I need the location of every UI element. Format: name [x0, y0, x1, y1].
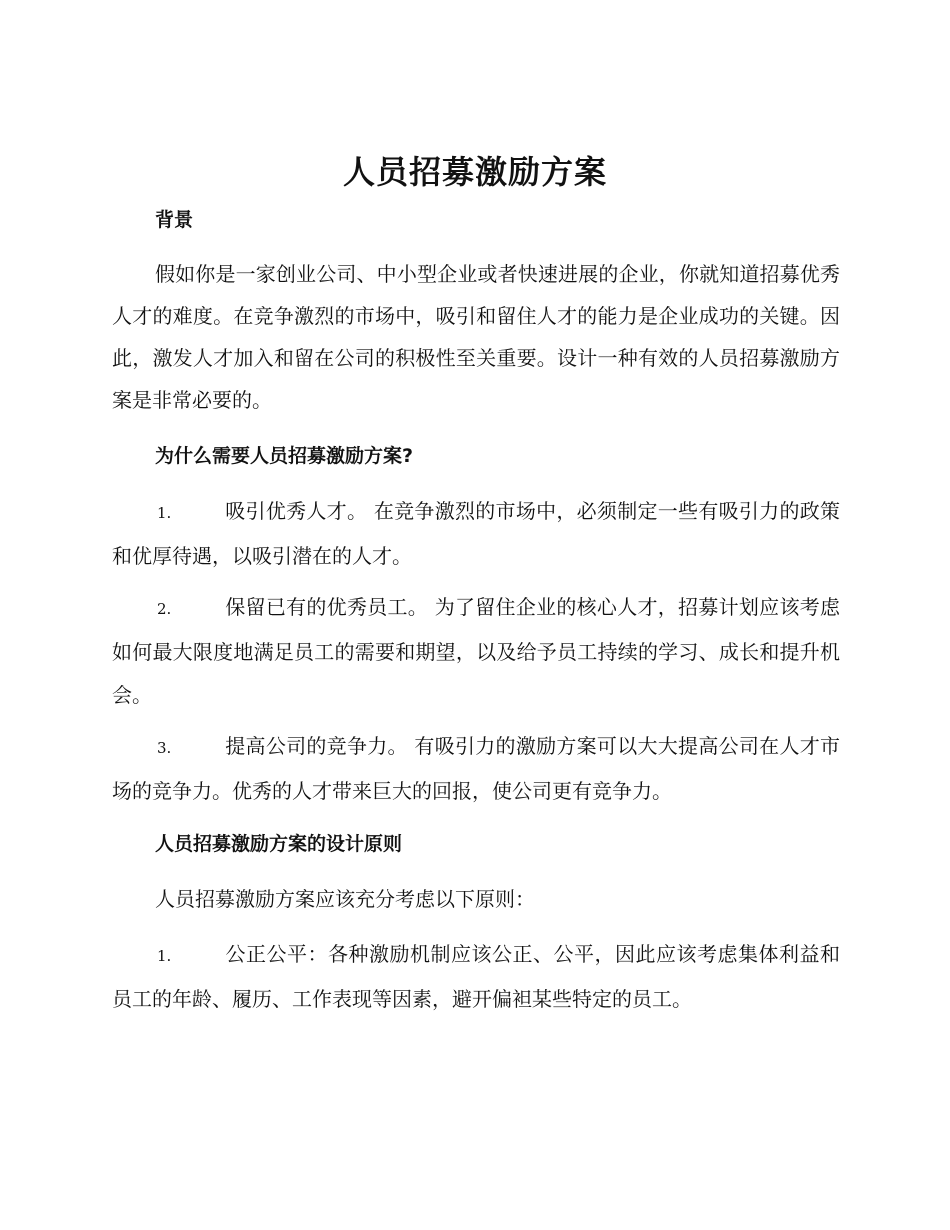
section-heading-background: 背景: [155, 209, 194, 231]
list-item: [112, 586, 840, 717]
list-item-text: 提高公司的竞争力。 有吸引力的激励方案可以大大提高公司在人才市场的竞争力。优秀的人才带来巨大的回报，使公司更有竞争力。: [112, 734, 840, 803]
section-heading-principles: 人员招募激励方案的设计原则: [155, 833, 403, 855]
list-item-number: 2.: [157, 600, 172, 618]
principles-intro: 人员招募激励方案应该充分考虑以下原则：: [155, 887, 535, 911]
background-paragraph: 假如你是一家创业公司、中小型企业或者快速进展的企业，你就知道招募优秀人才的难度。在竞争激烈的市场中，吸引和留住人才的能力是企业成功的关键。因此，激发人才加入和留在公司的积极性至关重要。设计一种有效的人员招募激励方案是非常必要的。: [112, 262, 840, 412]
list-item-number: 1.: [157, 947, 172, 965]
list-item-text: 吸引优秀人才。 在竞争激烈的市场中，必须制定一些有吸引力的政策和优厚待遇，以吸引潜在的人才。: [112, 499, 840, 568]
list-item-text: 保留已有的优秀员工。 为了留住企业的核心人才，招募计划应该考虑如何最大限度地满足员工的需要和期望，以及给予员工持续的学习、成长和提升机会。: [112, 595, 840, 707]
list-item-number: 3.: [157, 739, 172, 757]
list-item-text: 公正公平：各种激励机制应该公正、公平，因此应该考虑集体利益和员工的年龄、履历、工作表现等因素，避开偏袒某些特定的员工。: [112, 942, 840, 1011]
document-title: 人员招募激励方案: [342, 153, 607, 191]
list-item: [112, 725, 840, 813]
list-item-number: 1.: [157, 504, 172, 522]
section-heading-why: 为什么需要人员招募激励方案?: [155, 445, 414, 467]
list-item: [112, 933, 840, 1021]
list-item: [112, 490, 840, 578]
